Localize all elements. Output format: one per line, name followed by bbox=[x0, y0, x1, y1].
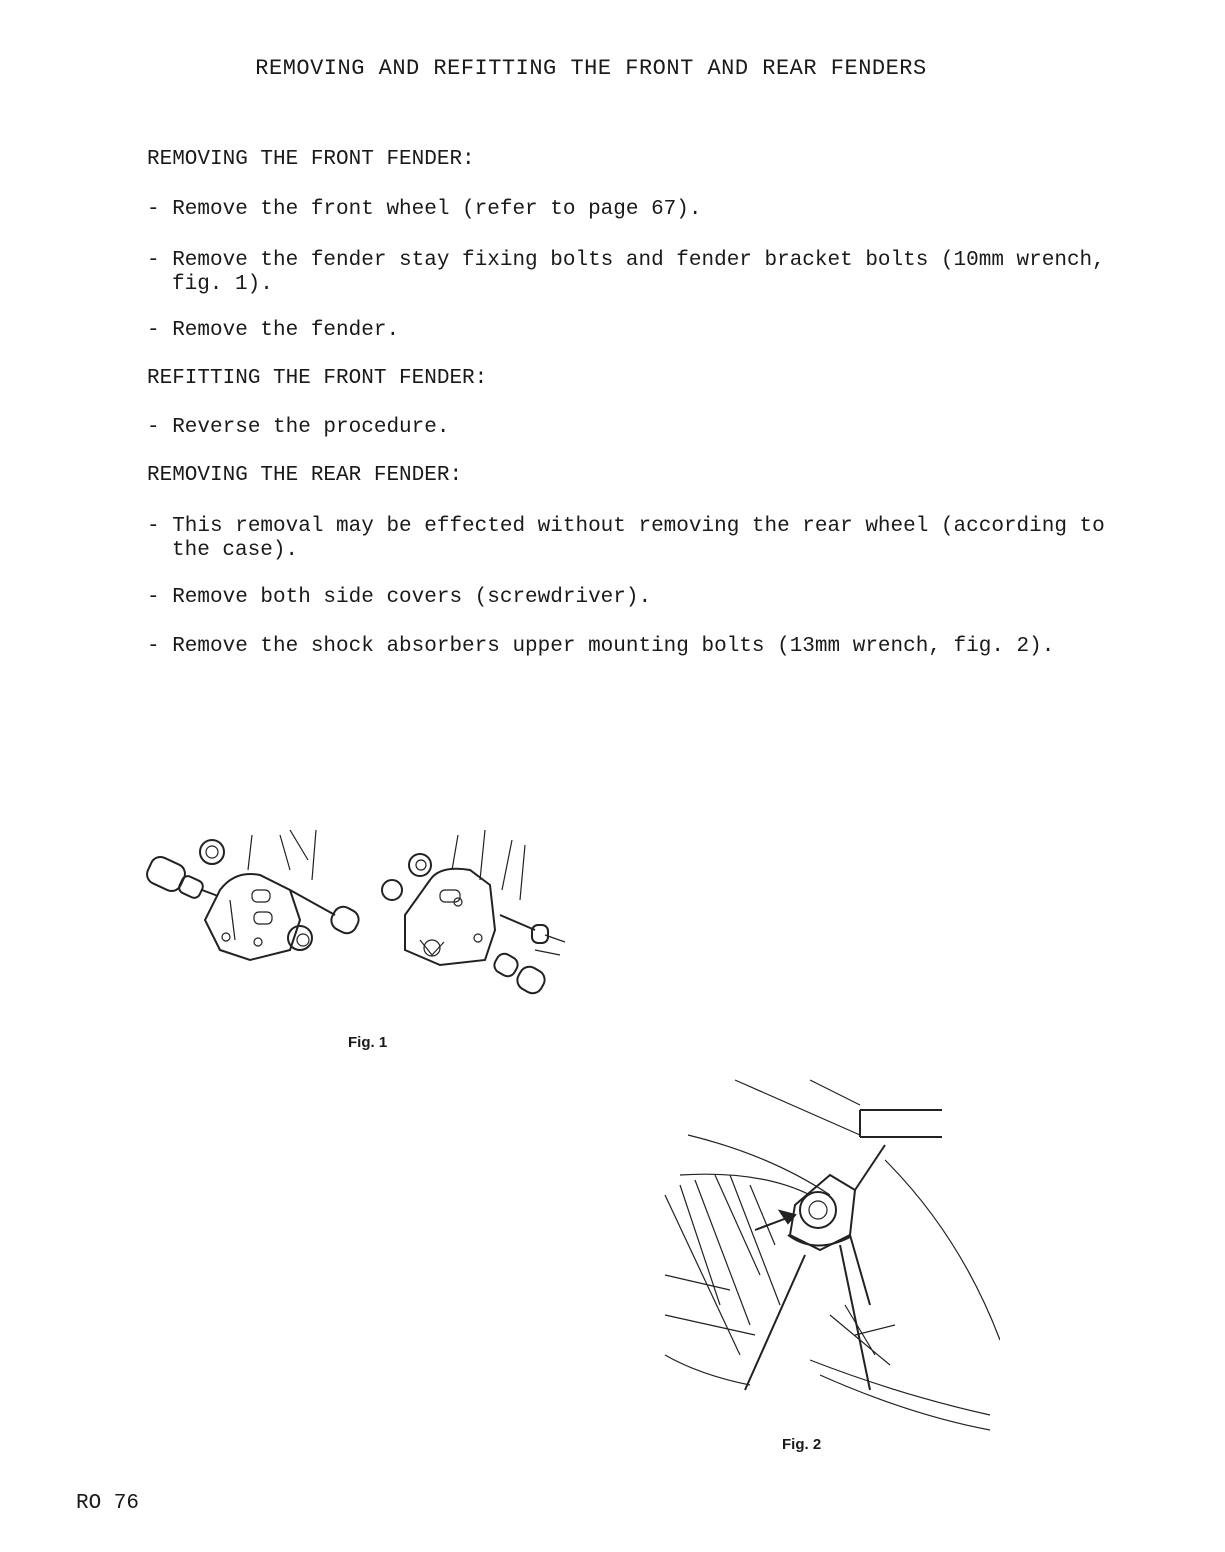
step-reverse-procedure: - Reverse the procedure. bbox=[147, 416, 450, 439]
fig1-right-assembly bbox=[382, 830, 565, 997]
step-remove-side-covers: - Remove both side covers (screwdriver). bbox=[147, 586, 652, 609]
fig1-label: Fig. 1 bbox=[348, 1034, 388, 1051]
step-remove-front-wheel: - Remove the front wheel (refer to page 67). bbox=[147, 198, 702, 221]
fig1-left-assembly bbox=[144, 830, 362, 960]
step-removal-without-wheel: - This removal may be effected without removing the rear wheel (according to the case). bbox=[147, 515, 1105, 562]
step-remove-fender: - Remove the fender. bbox=[147, 319, 400, 342]
fig2-illustration bbox=[660, 1075, 1000, 1435]
fig2-label: Fig. 2 bbox=[782, 1436, 822, 1453]
page-code: RO 76 bbox=[76, 1492, 140, 1515]
section-heading-remove-rear: REMOVING THE REAR FENDER: bbox=[147, 464, 463, 487]
page-title: REMOVING AND REFITTING THE FRONT AND REAR FENDERS bbox=[255, 56, 927, 81]
section-heading-refit-front: REFITTING THE FRONT FENDER: bbox=[147, 367, 488, 390]
section-heading-remove-front: REMOVING THE FRONT FENDER: bbox=[147, 148, 475, 171]
step-remove-stay-bolts: - Remove the fender stay fixing bolts and fender bracket bolts (10mm wrench, fig. 1). bbox=[147, 249, 1105, 296]
fig1-illustration bbox=[140, 830, 570, 1010]
step-remove-shock-bolts: - Remove the shock absorbers upper mounting bolts (13mm wrench, fig. 2). bbox=[147, 635, 1055, 658]
